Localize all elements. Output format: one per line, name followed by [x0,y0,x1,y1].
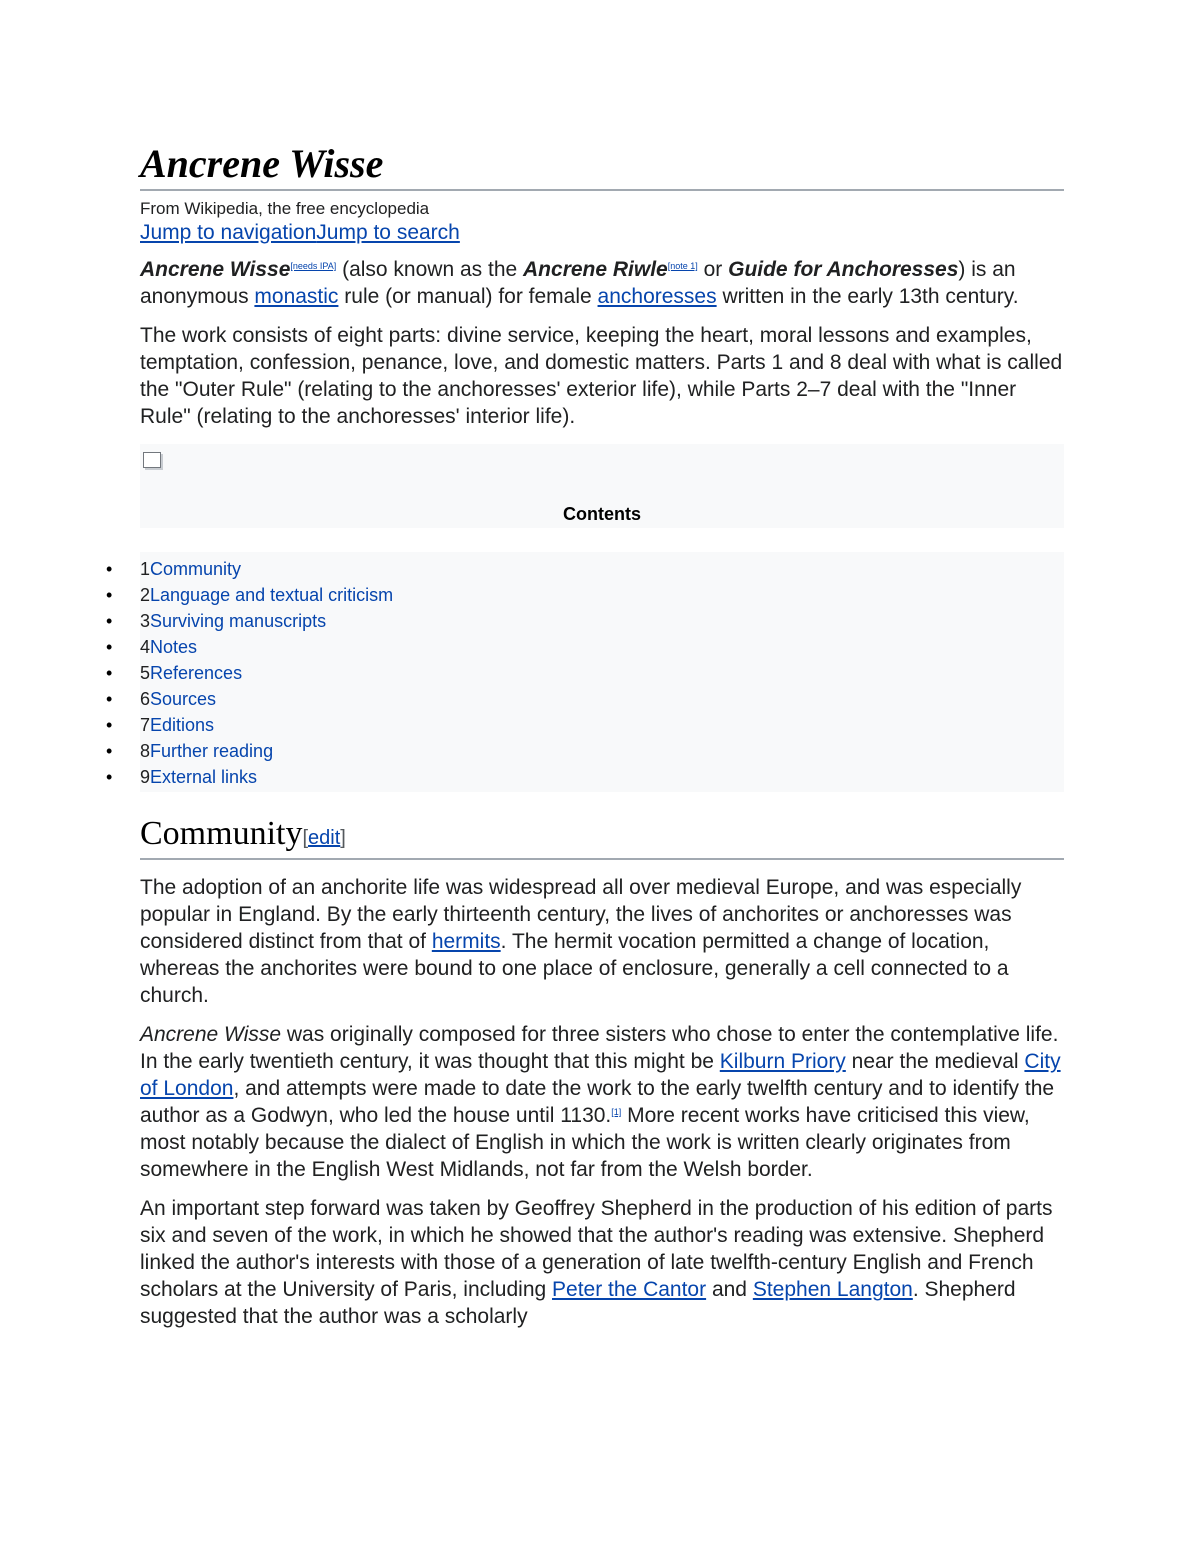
monastic-link[interactable]: monastic [254,285,339,308]
toc-item-number: 2 [140,585,151,605]
toc-item[interactable] [106,608,1064,634]
page-title: Ancrene Wisse [140,140,1064,191]
jump-to-navigation-link[interactable]: Jump to navigation [140,221,317,244]
community-paragraph-1: The adoption of an anchorite life was widespread all over medieval Europe, and was especially popular in England. By the early thirteenth century, the lives of anchorites or anchoresses was considered distinct from that of hermits. The hermit vocation permitted a change of location, whereas the anchorites were bound to one place of enclosure, generally a cell connected to a church. [140,876,1022,1007]
list-bullet: • [106,663,113,683]
lead-term-ancrene-riwle: Ancrene Riwle [523,258,668,281]
toc-item-number: 8 [140,741,151,761]
note-1-link[interactable]: [note 1] [667,261,698,271]
toc-list [106,552,1064,792]
lead-term-ancrene-wisse: Ancrene Wisse [140,258,291,281]
list-bullet: • [106,689,113,709]
list-bullet: • [106,741,113,761]
list-bullet: • [106,715,113,735]
toc-header [140,444,1064,528]
toc-item[interactable] [106,738,1064,764]
jump-links [140,220,1064,246]
toc-item[interactable] [106,764,1064,790]
list-bullet: • [106,559,113,579]
toc-item-link[interactable]: External links [150,767,258,787]
toc-item-number: 1 [140,559,151,579]
list-bullet: • [106,585,113,605]
toc-item-link[interactable]: Sources [150,689,217,709]
toc-item-number: 4 [140,637,151,657]
stephen-langton-link[interactable]: Stephen Langton [752,1278,913,1301]
lead-term-guide: Guide for Anchoresses [728,258,959,281]
site-tagline: From Wikipedia, the free encyclopedia [140,199,430,218]
list-bullet: • [106,611,113,631]
list-bullet: • [106,767,113,787]
edit-section: [edit] [302,827,346,849]
edit-section-link[interactable]: edit [308,827,341,849]
toc-item[interactable] [106,712,1064,738]
anchoresses-link[interactable]: anchoresses [597,285,717,308]
community-paragraph-3: An important step forward was taken by Geoffrey Shepherd in the production of his edition of parts six and seven of the work, in which he showed that the author's reading was extensive. Shepherd linked the author's interests with those of a generation of late twelfth-century English and French scholars at the University of Paris, including Peter the Cantor and Stephen Langton. Shepherd suggested that the author was a scholarly [140,1197,1053,1328]
toc-item-link[interactable]: Community [150,559,242,579]
kilburn-priory-link[interactable]: Kilburn Priory [719,1050,846,1073]
toc-item-number: 3 [140,611,151,631]
jump-to-search-link[interactable]: Jump to search [316,221,460,244]
hermits-link[interactable]: hermits [431,930,501,953]
needs-ipa-link[interactable]: [needs IPA] [290,261,337,271]
toc-item-link[interactable]: Further reading [150,741,274,761]
lead-paragraph: Ancrene Wisse[needs IPA] (also known as the Ancrene Riwle[note 1] or Guide for Anchoresses) is an anonymous monastic rule (or manual) for female anchoresses written in the early 13th century. [140,258,1019,308]
toc-item[interactable] [106,582,1064,608]
community-paragraph-2: Ancrene Wisse was originally composed for three sisters who chose to enter the contemplative life. In the early twentieth century, it was thought that this might be Kilburn Priory near the medieval City of London, and attempts were made to date the work to the early twelfth century and to identify the author as a Godwyn, who led the house until 1130.[1] More recent works have criticised this view, most notably because the dialect of English in which the work is written clearly originates from somewhere in the English West Midlands, not far from the Welsh border. [140,1023,1061,1181]
article-page [106,140,1064,1330]
toc-item[interactable] [106,556,1064,582]
toc-item-link[interactable]: Notes [150,637,198,657]
section-heading-community: Community[edit] [140,814,1064,860]
toc-item-link[interactable]: Language and textual criticism [150,585,394,605]
toc-item-number: 7 [140,715,151,735]
toc-item[interactable] [106,686,1064,712]
toc-title: Contents [563,504,641,524]
toc-item[interactable] [106,660,1064,686]
toc-item[interactable] [106,634,1064,660]
toc-item-number: 9 [140,767,151,787]
structure-paragraph: The work consists of eight parts: divine service, keeping the heart, moral lessons and examples, temptation, confession, penance, love, and domestic matters. Parts 1 and 8 deal with what is called the "Outer Rule" (relating to the anchoresses' exterior life), while Parts 2–7 deal with the "Inner Rule" (relating to the anchoresses' interior life). [140,324,1063,428]
list-bullet: • [106,637,113,657]
city-of-london-link[interactable]: City of London [140,1050,1061,1100]
peter-the-cantor-link[interactable]: Peter the Cantor [552,1278,707,1301]
toc-item-link[interactable]: References [150,663,243,683]
toc-item-link[interactable]: Editions [150,715,215,735]
toc-item-number: 6 [140,689,151,709]
reference-1-link[interactable]: [1] [611,1107,622,1117]
toc-item-link[interactable]: Surviving manuscripts [150,611,327,631]
toc-item-number: 5 [140,663,151,683]
toc-toggle-checkbox[interactable] [143,452,161,468]
